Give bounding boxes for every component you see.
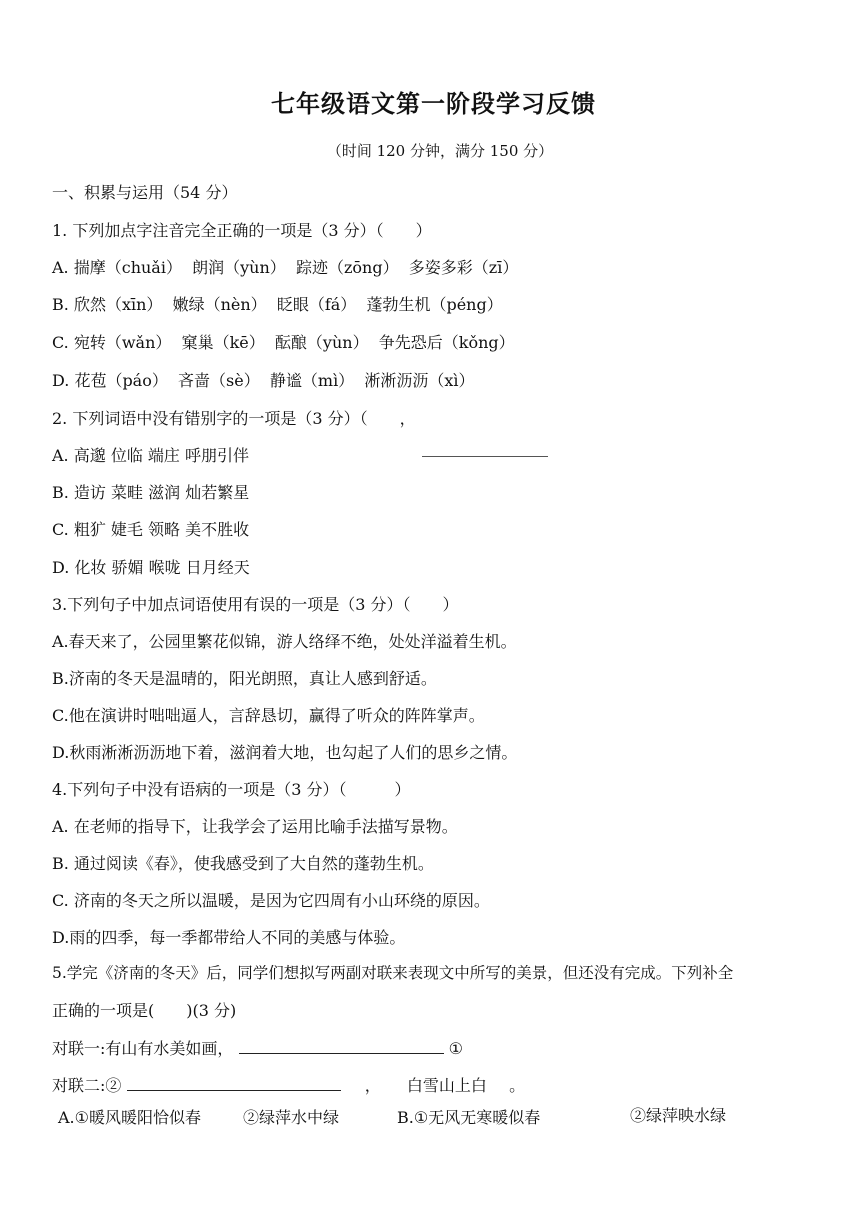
option-item: 吝啬（sè） bbox=[178, 371, 260, 390]
section-heading: 一、积累与运用（54 分） bbox=[52, 183, 238, 202]
q4-option-d: D.雨的四季，每一季都带给人不同的美感与体验。 bbox=[52, 928, 406, 947]
page-subtitle: （时间 120 分钟，满分 150 分） bbox=[326, 142, 554, 160]
q2-option-d: D. 化妆 骄媚 喉咙 日月经天 bbox=[52, 558, 250, 577]
couplet-one-mark: ① bbox=[448, 1039, 463, 1058]
q2-option-b: B. 造访 菜畦 滋润 灿若繁星 bbox=[52, 483, 250, 502]
couplet-two-end: 。 bbox=[509, 1076, 526, 1095]
q5-stem-line2: 正确的一项是( )(3 分) bbox=[52, 1001, 237, 1020]
couplet-two-blank bbox=[127, 1090, 341, 1091]
option-letter: A. bbox=[52, 258, 69, 277]
q4-option-c: C. 济南的冬天之所以温暖，是因为它四周有小山环绕的原因。 bbox=[52, 891, 490, 910]
couplet-one bbox=[52, 1036, 463, 1059]
q3-option-a: A.春天来了，公园里繁花似锦，游人络绎不绝，处处洋溢着生机。 bbox=[52, 632, 517, 651]
option-item: 静谧（mì） bbox=[269, 371, 355, 390]
q4-stem: 4.下列句子中没有语病的一项是（3 分）（ ） bbox=[52, 780, 411, 799]
q1-option-b bbox=[52, 292, 503, 315]
q1-option-d bbox=[52, 368, 475, 391]
q1-option-c bbox=[52, 330, 515, 353]
q1-option-a bbox=[52, 255, 518, 278]
option-letter: C. bbox=[52, 333, 69, 352]
option-item: 嫩绿（nèn） bbox=[172, 295, 267, 314]
q5-stem-line1: 5.学完《济南的冬天》后，同学们想拟写两副对联来表现文中所写的美景，但还没有完成。下列补全 bbox=[52, 964, 734, 982]
q5-option-b-part2: ②绿萍映水绿 bbox=[630, 1106, 727, 1125]
couplet-two-label: 对联二:② bbox=[52, 1076, 122, 1095]
option-item: 宛转（wǎn） bbox=[73, 333, 172, 352]
page-title: 七年级语文第一阶段学习反馈 bbox=[271, 89, 596, 118]
q4-option-a: A. 在老师的指导下，让我学会了运用比喻手法描写景物。 bbox=[52, 817, 458, 836]
option-item: 争先恐后（kǒng） bbox=[378, 333, 515, 352]
q1-stem: 1. 下列加点字注音完全正确的一项是（3 分）（ ） bbox=[52, 221, 432, 240]
q2-option-a: A. 高邈 位临 端庄 呼朋引伴 bbox=[52, 446, 249, 465]
option-item: 朗润（yùn） bbox=[192, 258, 286, 277]
option-item: 欣然（xīn） bbox=[73, 295, 163, 314]
q3-option-d: D.秋雨淅淅沥沥地下着，滋润着大地，也勾起了人们的思乡之情。 bbox=[52, 743, 518, 762]
option-item: 眨眼（fá） bbox=[276, 295, 357, 314]
q5-option-a-part2: ②绿萍水中绿 bbox=[243, 1108, 340, 1127]
q3-option-c: C.他在演讲时咄咄逼人，言辞恳切，赢得了听众的阵阵掌声。 bbox=[52, 706, 485, 725]
couplet-two-sep: ， bbox=[364, 1076, 381, 1095]
option-item: 淅淅沥沥（xì） bbox=[364, 371, 475, 390]
option-letter: D. bbox=[52, 371, 70, 390]
option-letter: B. bbox=[52, 295, 69, 314]
option-item: 花苞（páo） bbox=[74, 371, 168, 390]
q5-option-a-part1: A.①暖风暖阳恰似春 bbox=[58, 1108, 201, 1127]
q4-option-b: B. 通过阅读《春》，使我感受到了大自然的蓬勃生机。 bbox=[52, 854, 434, 873]
q2-option-c: C. 粗犷 婕毛 领略 美不胜收 bbox=[52, 520, 250, 539]
couplet-one-blank bbox=[239, 1053, 444, 1054]
option-item: 窠巢（kē） bbox=[181, 333, 265, 352]
q2-stem: 2. 下列词语中没有错别字的一项是（3 分）（ ， bbox=[52, 409, 416, 428]
q3-stem: 3.下列句子中加点词语使用有误的一项是（3 分）（ ） bbox=[52, 595, 459, 614]
couplet-two bbox=[52, 1073, 525, 1096]
option-item: 踪迹（zōng） bbox=[295, 258, 399, 277]
q3-option-b: B.济南的冬天是温晴的，阳光朗照，真让人感到舒适。 bbox=[52, 669, 437, 688]
option-item: 蓬勃生机（péng） bbox=[366, 295, 503, 314]
scan-stray-line bbox=[422, 456, 548, 457]
couplet-one-label: 对联一:有山有水美如画， bbox=[52, 1039, 234, 1058]
option-item: 酝酿（yùn） bbox=[274, 333, 369, 352]
option-item: 多姿多彩（zī） bbox=[408, 258, 519, 277]
couplet-two-tail: 白雪山上白 bbox=[406, 1076, 487, 1095]
option-item: 揣摩（chuǎi） bbox=[73, 258, 182, 277]
q5-option-b-part1: B.①无风无寒暖似春 bbox=[397, 1108, 541, 1127]
